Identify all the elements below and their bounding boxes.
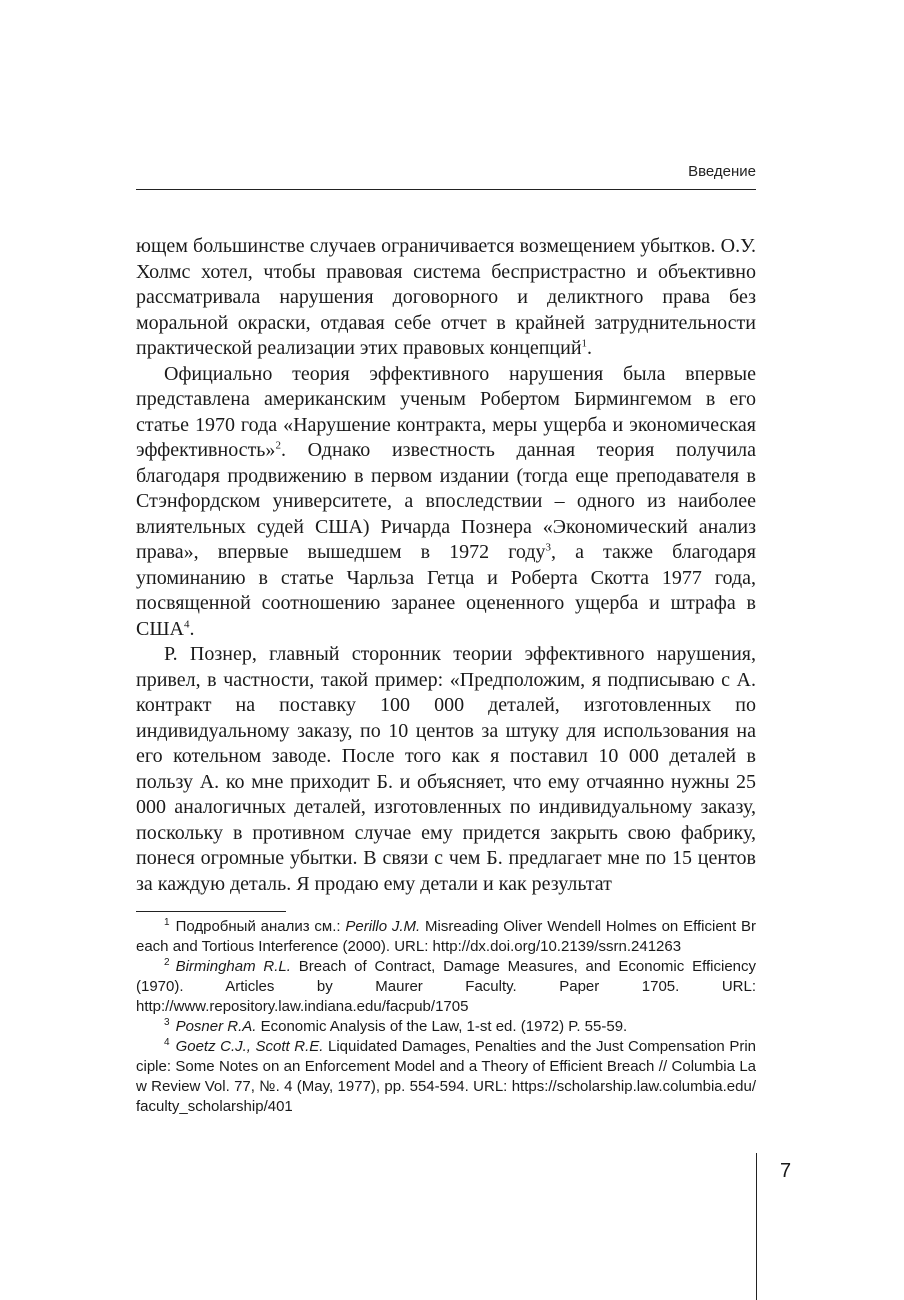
footnote-ref-2[interactable]: 2 — [275, 439, 281, 452]
footnote-2 — [136, 957, 756, 1017]
paragraph-2-text-2: . Однако известность данная теория получила благодаря продвижению в первом издании (тогда еще преподавателя в Стэнфордском университете, а впоследствии – одного из наиболее влиятельных судей США) Ричарда Познера «Экономический анализ права», впервые вышедшем в 1972 году — [136, 439, 756, 563]
footnote-1-author: Perillo J.M. — [345, 918, 421, 935]
footnote-2-text: Breach of Contract, Damage Measures, and Economic Efficiency (1970). Articles by Maurer Faculty. Paper 1705. URL: http://www.repository.law.indiana.edu/facpub/1705 — [136, 958, 757, 1015]
body-text — [136, 234, 756, 897]
paragraph-1-text: ющем большинстве случаев ограничивается возмещением убытков. О.У. Холмс хотел, чтобы правовая система беспристрастно и объективно рассматривала нарушения договорного и деликтного права без моральной окраски, отдавая себе отчет в крайней затруднительности практической реализации этих правовых концепций — [136, 235, 756, 359]
footnote-2-author: Birmingham R.L. — [175, 958, 291, 975]
footnote-3-number: 3 — [164, 1017, 170, 1028]
running-head: Введение — [688, 163, 756, 180]
footnote-4-number: 4 — [164, 1037, 170, 1048]
page-number: 7 — [780, 1160, 792, 1182]
paragraph-3 — [136, 642, 756, 897]
footnote-ref-4[interactable]: 4 — [183, 617, 190, 630]
footnote-ref-3[interactable]: 3 — [545, 541, 551, 554]
footnote-1 — [136, 917, 756, 957]
footnote-3 — [136, 1017, 756, 1037]
footnote-3-author: Posner R.A. — [175, 1018, 257, 1035]
paragraph-2-text-1: Официально теория эффективного нарушения была впервые представлена американским ученым Робертом Бирмингемом в его статье 1970 года «Нарушение контракта, меры ущерба и экономическая эффективность» — [136, 362, 756, 461]
paragraph-1 — [136, 234, 756, 362]
page-number-rule — [756, 1153, 757, 1300]
footnote-4-author: Goetz C.J., Scott R.E. — [175, 1038, 324, 1055]
footnote-2-number: 2 — [164, 957, 170, 968]
paragraph-2-text-4: . — [189, 617, 195, 640]
footnote-ref-1[interactable]: 1 — [581, 337, 588, 350]
footnote-1-number: 1 — [164, 917, 170, 928]
footnote-4 — [136, 1037, 756, 1117]
header-rule — [136, 189, 756, 190]
footnotes — [136, 917, 756, 1117]
footnote-3-text: Economic Analysis of the Law, 1-st ed. (1972) P. 55-59. — [256, 1018, 628, 1035]
paragraph-3-text: Р. Познер, главный сторонник теории эффективного нарушения, привел, в частности, такой пример: «Предположим, я подписываю с А. контракт на поставку 100 000 деталей, изготовленных по индивидуальному заказу, по 10 центов за штуку для использования на его котельном заводе. После того как я поставил 10 000 деталей в пользу А. ко мне приходит Б. и объясняет, что ему отчаянно нужны 25 000 аналогичных деталей, изготовленных по индивидуальному заказу, поскольку в противном случае ему придется закрыть свою фабрику, понеся огромные убытки. В связи с чем Б. предлагает мне по 15 центов за каждую деталь. Я продаю ему детали и как результат — [136, 643, 756, 895]
footnote-1-pre: Подробный анализ см.: — [175, 918, 346, 935]
footnote-1-text: Misreading Oliver Wendell Holmes on Efficient Breach and Tortious Interference (2000). URL: http://dx.doi.org/10.2139/ssrn.241263 — [136, 918, 756, 955]
paragraph-2-text-3: , а также благодаря упоминанию в статье Чарльза Гетца и Роберта Скотта 1977 года, посвященной соотношению заранее оцененного ущерба и штрафа в США — [136, 541, 756, 640]
footnote-rule — [136, 911, 286, 912]
paragraph-1-tail: . — [587, 337, 593, 359]
paragraph-2 — [136, 362, 756, 643]
footnote-4-text: Liquidated Damages, Penalties and the Just Compensation Principle: Some Notes on an Enforcement Model and a Theory of Efficient Breach // Columbia Law Review Vol. 77, №. 4 (May, 1977), pp. 554-594. URL: https://scholarship.law.columbia.edu/faculty_scholarship/401 — [136, 1038, 756, 1115]
